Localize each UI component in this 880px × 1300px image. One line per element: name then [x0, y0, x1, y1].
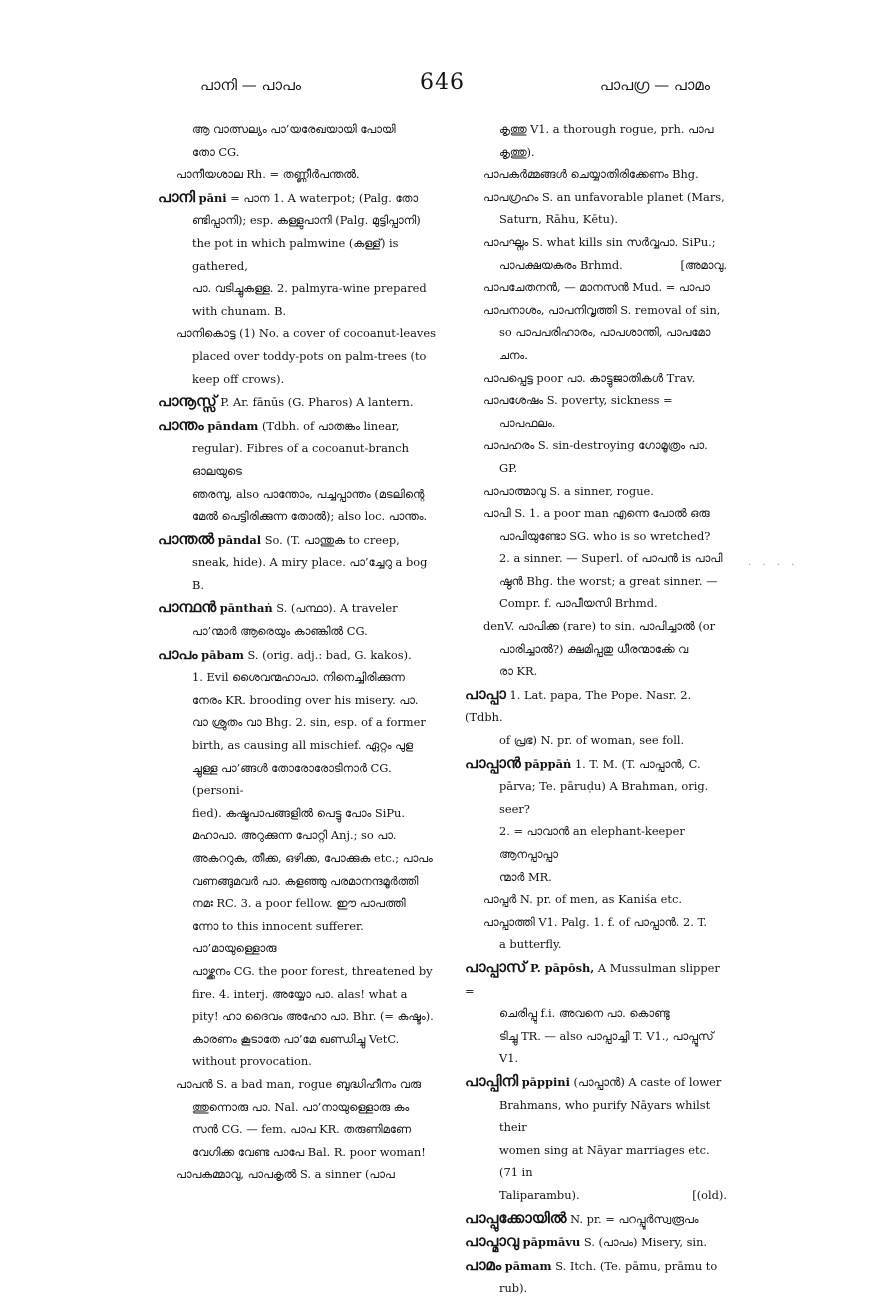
text-line: [465, 254, 727, 277]
text-line: പാഴ്ക്കനം CG. the poor forest, threatened by: [192, 963, 433, 978]
sub-entry: denV. പാപിക്ക (rare) to sin. പാപിച്ചാൽ (or: [483, 619, 716, 634]
text-fragment: Taliparambu).: [499, 1187, 580, 1202]
text-line: [465, 1184, 727, 1207]
headword: പാപ്മാവു: [465, 1232, 520, 1251]
text-line: Brahmans, who purify Nāyars whilst their: [499, 1097, 711, 1135]
entry-pappini: [465, 1070, 727, 1207]
text-fragment: പാപക്ഷയകരം Brhmd.: [499, 257, 623, 272]
text-line: women sing at Nāyar marriages etc. (71 in: [499, 1142, 710, 1180]
text-line: fire. 4. interj. അയ്യോ പാ. alas! what a: [192, 986, 408, 1001]
text-line: രാ KR.: [499, 664, 538, 679]
text-line: ആ വാത്സല്യം പാ’യരേഖയായി പോയി: [192, 122, 396, 136]
entry-pappan: [465, 752, 727, 956]
text-line: 1. Evil ശൈവന്മഹാപാ. നിനെച്ചിരിക്കുന്ന: [192, 670, 405, 685]
entry-pappukkoyil: [465, 1207, 727, 1231]
sub-entry: പാപ്പാത്തി V1. Palg. 1. f. of പാപ്പാൻ. 2. T.: [483, 914, 708, 929]
definition-text: S. (പാപം) Misery, sin.: [583, 1235, 708, 1250]
text-line: pity! ഹാ ദൈവം അഹോ പാ. Bhr. (= കഷ്ടം).: [192, 1009, 434, 1024]
definition-text: S. (പന്ഥാ). A traveler: [276, 601, 398, 616]
right-column: [465, 118, 727, 1300]
text-line: ത്തുന്നൊരു പാ. Nal. പാ’നായുള്ളൊരു കം: [192, 1099, 410, 1114]
text-line: with chunam. B.: [192, 303, 287, 318]
headword: പാന്തൽ: [158, 529, 215, 548]
definition-text: P. Ar. fānūs (G. Pharos) A lantern.: [220, 395, 414, 410]
entry-panus: [158, 390, 441, 414]
sub-entry: പാപി S. 1. a poor man എന്നെ പോൽ ഒരു: [483, 506, 710, 521]
sub-entry: പാപഗ്രഹം S. an unfavorable planet (Mars,: [483, 189, 725, 204]
definition-text: A Mussulman slipper =: [465, 960, 720, 998]
text-line: മഹാപാ. അറുക്കുന്ന പോറ്റി Anj.; so പാ.: [192, 828, 397, 843]
headword: പാപ്പാൻ: [465, 753, 521, 772]
definition-text: S. Itch. (Te. pāmu, prāmu to: [555, 1258, 718, 1273]
text-line: ന്മാർ MR.: [499, 869, 552, 884]
page-number: 646: [420, 70, 465, 95]
text-line: Saturn, Rāhu, Kētu).: [499, 212, 619, 227]
header-left-guide-word: പാനി — പാപം: [200, 76, 302, 94]
transliteration: pāppini: [521, 1074, 570, 1089]
text-line: വാ ശ്രുതം വാ Bhg. 2. sin, esp. of a former: [192, 715, 426, 730]
text-line: birth, as causing all mischief. ഏറ്റം പുള: [192, 738, 414, 753]
entry-pamam: [465, 1254, 727, 1300]
definition-text: N. pr. = പറപ്പൂർസ്വരൂപം: [570, 1211, 699, 1226]
text-line: rub).: [499, 1281, 528, 1296]
text-line: പാരിച്ചാൽ?) ക്ഷമിപ്പതു ധീരന്മാൎക്കേ വ: [499, 641, 689, 656]
transliteration: pānthaṅ: [219, 601, 273, 616]
transliteration: pāni: [198, 190, 227, 205]
text-fragment: [(old).: [692, 1187, 727, 1202]
entry-pappas: [465, 956, 727, 1070]
sub-entry: പാപാത്മാവു S. a sinner, rogue.: [483, 483, 654, 498]
text-line: സൻ CG. — fem. പാപ KR. തരുണിമണേ: [192, 1122, 411, 1137]
entry-papam: [158, 643, 441, 1073]
headword: പാന്തം: [158, 415, 204, 434]
text-line: Compr. f. പാപീയസി Brhmd.: [499, 596, 658, 611]
running-header: [150, 70, 750, 104]
text-line: കൃത്തു V1. a thorough rogue, prh. പാപ: [499, 122, 714, 136]
sub-entry: പാപനാശം, പാപനിവൃത്തി S. removal of sin,: [483, 302, 721, 317]
headword: പാപ്പാസ്: [465, 957, 527, 976]
text-line: ടിച്ചു TR. — also പാപ്പാച്ചി T. V1., പാപ്പൂസ് V1.: [499, 1028, 714, 1066]
text-fragment: [അമാവു.: [680, 257, 727, 272]
margin-dots: · · · ·: [748, 560, 799, 571]
text-line: of പ്രഭ) N. pr. of woman, see foll.: [499, 733, 685, 748]
definition-text: (Tdbh. of പാതങ്കം linear,: [261, 418, 400, 433]
entry-pani: [158, 186, 441, 323]
text-line: ചെരിപ്പു f.i. അവനെ പാ. കൊണ്ടു: [499, 1006, 670, 1021]
sub-entry: പാനികൊട്ട (1) No. a cover of cocoanut-leaves: [176, 326, 436, 341]
text-line: ഞരമ്പു, also പാന്തോം, പച്ചപ്പാന്തം (മടലിന്റെ: [192, 486, 425, 501]
text-line: തോ CG.: [192, 144, 240, 159]
sub-entry: പാപചേതനൻ, — മാനസൻ Mud. = പാപാ: [483, 280, 710, 295]
text-line: ന്നോ to this innocent sufferer. പാ’മായുള്ളൊരു: [192, 918, 364, 956]
entry-panthan: [158, 596, 441, 642]
sub-entry: പാപ്പർ N. pr. of men, as Kaniśa etc.: [483, 892, 682, 907]
text-line: പാ’ന്മാർ ആരെയും കാണ്കിൽ CG.: [192, 624, 368, 639]
text-line: the pot in which palmwine (കള്ള്) is gathered,: [192, 235, 399, 273]
text-line: അകററുക, തീക്ക, ഒഴിക്ക, പോക്കുക etc.; പാപം: [192, 851, 433, 865]
text-line: ണ്ടിപ്പാനി); esp. കള്ളുപാനി (Palg. മുട്ടിപ്പാനി): [192, 213, 421, 228]
text-line: without provocation.: [192, 1054, 312, 1069]
text-line: keep off crows).: [192, 371, 285, 386]
text-line: നേരം KR. brooding over his misery. പാ.: [192, 692, 419, 707]
transliteration: P. pāpōsh,: [530, 960, 595, 975]
headword: പാമം: [465, 1255, 502, 1274]
headword: പാപ്പുക്കോയിൽ: [465, 1208, 567, 1227]
text-line: പാ. വടിച്ചുകള്ള. 2. palmyra-wine prepared: [192, 281, 427, 296]
text-line: ഷ്ഠൻ Bhg. the worst; a great sinner. —: [499, 573, 718, 588]
headword: പാപ്പിനി: [465, 1071, 519, 1090]
sub-entry: പാപൻ S. a bad man, rogue ബുദ്ധിഹീനം വരു: [176, 1076, 421, 1091]
definition-text: So. (T. പാന്തുക to creep,: [264, 532, 400, 547]
entry-papmavu: [465, 1230, 727, 1254]
text-line: pārva; Te. pāruḍu) A Brahman, orig. seer?: [499, 779, 709, 816]
sub-entry: പാപശേഷം S. poverty, sickness = പാപഫലം.: [483, 393, 673, 430]
text-line: 2. = പാവാൻ an elephant-keeper ആനപ്പാപ്പാ: [499, 824, 685, 861]
text-line: കൃത്തു).: [499, 144, 535, 159]
text-line: regular). Fibres of a cocoanut-branch ഓലയുടെ: [192, 441, 409, 478]
definition-text: 1. Lat. papa, The Pope. Nasr. 2. (Tdbh.: [465, 687, 692, 725]
text-line: വേഗിക്ക വേണ്ട പാപേ Bal. R. poor woman!: [192, 1144, 426, 1159]
transliteration: pāndal: [217, 532, 262, 547]
transliteration: pāmam: [504, 1258, 552, 1273]
headword: പാനൂസ്സ്: [158, 392, 217, 411]
text-line: മേൽ പെട്ടിരിക്കുന്ന തോൽ); also loc. പാന്തം.: [192, 509, 428, 524]
definition-text: S. (orig. adj.: bad, G. kakos).: [247, 647, 412, 662]
text-line: വണങ്ങുമവർ പാ. കളഞ്ഞു പരമാനന്ദമൂർത്തി: [192, 873, 419, 888]
transliteration: pāppāṅ: [524, 756, 572, 771]
entry-pandam: [158, 414, 441, 528]
headword: പാന്ഥൻ: [158, 598, 217, 617]
text-line: 2. a sinner. — Superl. of പാപൻ is പാപി: [499, 551, 723, 566]
sub-entry: പാപകമ്മാവു, പാപകൃൽ S. a sinner (പാപ: [176, 1167, 395, 1182]
entry-pappa: [465, 683, 727, 752]
text-line: a butterfly.: [499, 937, 562, 952]
definition-text: (പാപ്പാൻ) A caste of lower: [573, 1074, 722, 1089]
text-line: കാരണം കൂടാതേ പാ’മേ ഖണ്ഡിച്ചു VetC.: [192, 1031, 400, 1046]
definition-text: = പാന 1. A waterpot; (Palg. തോ: [230, 190, 419, 205]
text-line: so പാപപരിഹാരം, പാപശാന്തി, പാപമോ: [499, 325, 711, 340]
definition-text: 1. T. M. (T. പാപ്പാൻ, C.: [574, 756, 701, 771]
headword: പാനി: [158, 187, 195, 206]
text-line: നമഃ RC. 3. a poor fellow. ഈ പാപത്തി: [192, 896, 406, 911]
sub-entry: പാപഹരം S. sin-destroying ഗോമൂത്രം പാ. GP.: [483, 438, 708, 475]
transliteration: pāndam: [207, 418, 259, 433]
text-line: പാപിയുണ്ടോ SG. who is so wretched?: [499, 528, 711, 543]
sub-entry: പാപകർമ്മങ്ങൾ ചെയ്യാതിരിക്കേണം Bhg.: [483, 167, 699, 182]
text-line: ച്ചുള്ള പാ’ങ്ങൾ തോരോരോടിനാർ CG. (personi-: [192, 760, 392, 798]
text-line: placed over toddy-pots on palm-trees (to: [192, 348, 427, 363]
sub-entry: പാനീയശാല Rh. = തണ്ണീർപന്തൽ.: [176, 167, 360, 182]
headword: പാപം: [158, 644, 198, 663]
header-right-guide-word: പാപഗ്ര — പാമം: [599, 76, 710, 94]
left-column: [158, 118, 441, 1186]
transliteration: pāpmāvu: [522, 1235, 581, 1250]
headword: പാപ്പാ: [465, 684, 506, 703]
text-line: sneak, hide). A miry place. പാ’ച്ചേറു a bog B.: [192, 555, 428, 592]
entry-pandal: [158, 528, 441, 597]
text-line: fied). കഷ്ടപാപങ്ങളിൽ പെട്ടു പോം SiPu.: [192, 805, 405, 820]
transliteration: pābam: [201, 647, 244, 662]
sub-entry: പാപഘ്നം S. what kills sin സർവ്വപാ. SiPu.;: [483, 234, 716, 249]
text-line: ചനം.: [499, 347, 528, 362]
sub-entry: പാപപ്പെട്ട poor പാ. കാട്ടുജാതികൾ Trav.: [483, 370, 696, 385]
